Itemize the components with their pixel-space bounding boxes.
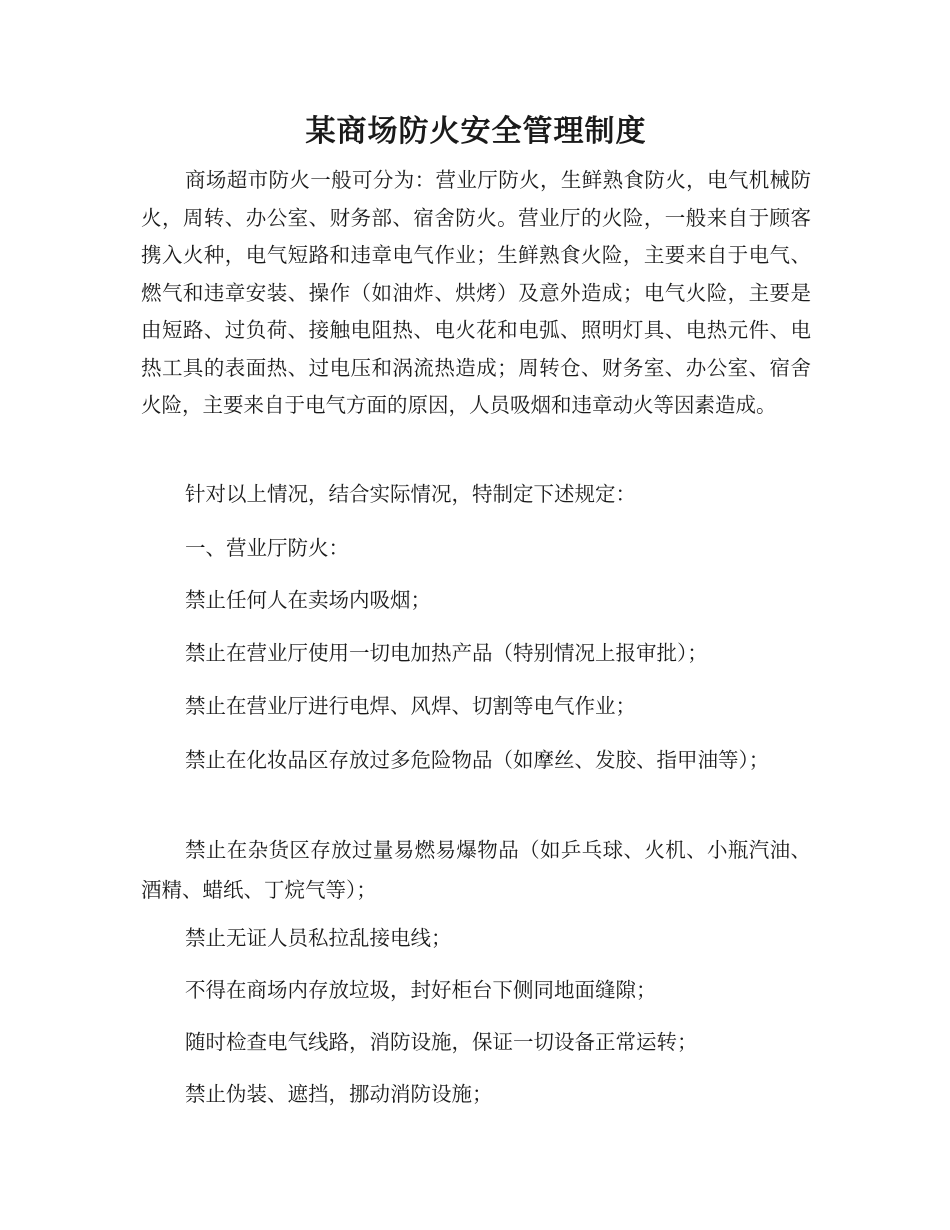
rule-item: 禁止无证人员私拉乱接电线； — [185, 926, 452, 950]
rule-item: 不得在商场内存放垃圾，封好柜台下侧同地面缝隙； — [185, 978, 657, 1002]
rule-item: 禁止在化妆品区存放过多危险物品（如摩丝、发胶、指甲油等）； — [185, 748, 770, 772]
section-heading: 一、营业厅防火： — [185, 536, 349, 560]
rule-item: 随时检查电气线路，消防设施，保证一切设备正常运转； — [185, 1030, 698, 1054]
rule-item: 禁止在营业厅进行电焊、风焊、切割等电气作业； — [185, 694, 636, 718]
rule-item: 禁止任何人在卖场内吸烟； — [185, 588, 431, 612]
rule-item: 禁止在杂货区存放过量易燃易爆物品（如乒乓球、火机、小瓶汽油、酒精、蜡纸、丁烷气等）； — [141, 838, 811, 902]
rule-item: 禁止在营业厅使用一切电加热产品（特别情况上报审批）； — [185, 641, 708, 665]
document-title: 某商场防火安全管理制度 — [305, 114, 647, 149]
paragraph: 针对以上情况，结合实际情况，特制定下述规定： — [185, 482, 636, 506]
intro-paragraph: 商场超市防火一般可分为：营业厅防火，生鲜熟食防火，电气机械防火，周转、办公室、财务部、宿舍防火。营业厅的火险，一般来自于顾客携入火种，电气短路和违章电气作业；生鲜熟食火险，主要来自于电气、燃气和违章安装、操作（如油炸、烘烤）及意外造成；电气火险，主要是由短路、过负荷、接触电阻热、电火花和电弧、照明灯具、电热元件、电热工具的表面热、过电压和涡流热造成；周转仓、财务室、办公室、宿舍火险，主要来自于电气方面的原因，人员吸烟和违章动火等因素造成。 — [141, 168, 811, 417]
rule-item: 禁止伪装、遮挡，挪动消防设施； — [185, 1082, 493, 1106]
